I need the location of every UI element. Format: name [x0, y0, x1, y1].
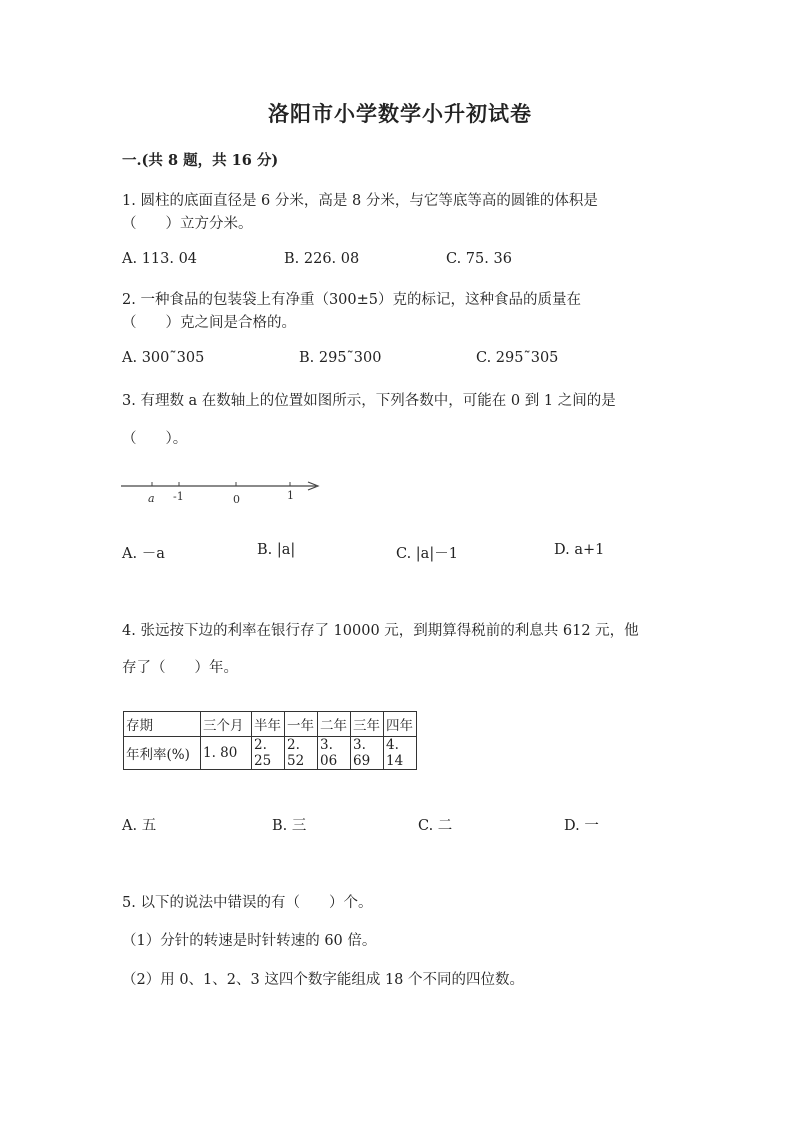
q3-option-a: A. －a — [122, 546, 165, 562]
q2-option-c: C. 295˜305 — [476, 350, 559, 366]
q2-text-line1: 2. 一种食品的包装袋上有净重（300±5）克的标记，这种食品的质量在 — [122, 292, 581, 308]
q3-option-c: C. |a|－1 — [396, 546, 458, 562]
table-cell: 半年 — [252, 712, 285, 737]
q3-text-line1: 3. 有理数 a 在数轴上的位置如图所示，下列各数中，可能在 0 到 1 之间的是 — [122, 393, 616, 409]
table-cell: 3. 06 — [318, 737, 351, 770]
table-cell: 二年 — [318, 712, 351, 737]
number-line-figure — [118, 474, 328, 508]
table-cell: 2. 52 — [285, 737, 318, 770]
table-row — [124, 737, 417, 770]
q5-statement-1: （1）分针的转速是时针转速的 60 倍。 — [122, 933, 377, 949]
label-one: 1 — [287, 489, 294, 502]
q2-option-b: B. 295˜300 — [299, 350, 382, 366]
page-title: 洛阳市小学数学小升初试卷 — [268, 101, 532, 126]
table-cell: 年利率(%) — [124, 737, 201, 770]
q1-text-line2: （ ）立方分米。 — [122, 216, 253, 232]
q4-option-d: D. 一 — [564, 818, 599, 834]
interest-rate-table — [123, 711, 417, 770]
q4-option-a: A. 五 — [122, 818, 157, 834]
table-cell: 存期 — [124, 712, 201, 737]
q2-option-a: A. 300˜305 — [122, 350, 205, 366]
q3-option-b: B. |a| — [257, 542, 296, 558]
q1-option-b: B. 226. 08 — [284, 251, 360, 267]
q3-option-d: D. a+1 — [554, 542, 605, 558]
table-cell: 四年 — [384, 712, 417, 737]
q4-option-b: B. 三 — [272, 818, 307, 834]
label-neg1: -1 — [173, 490, 184, 503]
q5-text-line1: 5. 以下的说法中错误的有（ ）个。 — [122, 895, 373, 911]
label-zero: 0 — [233, 493, 240, 506]
q3-text-line2: （ ）。 — [122, 431, 188, 447]
q1-option-a: A. 113. 04 — [122, 251, 198, 267]
table-cell: 三个月 — [201, 712, 252, 737]
q1-text-line1: 1. 圆柱的底面直径是 6 分米，高是 8 分米，与它等底等高的圆锥的体积是 — [122, 193, 598, 209]
q4-option-c: C. 二 — [418, 818, 453, 834]
q5-statement-2: （2）用 0、1、2、3 这四个数字能组成 18 个不同的四位数。 — [122, 972, 525, 988]
table-cell: 2. 25 — [252, 737, 285, 770]
table-row — [124, 712, 417, 737]
table-cell: 3. 69 — [351, 737, 384, 770]
section-heading: 一.(共 8 题，共 16 分) — [122, 152, 279, 169]
table-cell: 1. 80 — [201, 737, 252, 770]
q1-option-c: C. 75. 36 — [446, 251, 512, 267]
q2-text-line2: （ ）克之间是合格的。 — [122, 315, 296, 331]
table-cell: 一年 — [285, 712, 318, 737]
q4-text-line1: 4. 张远按下边的利率在银行存了 10000 元，到期算得税前的利息共 612 元，他 — [122, 623, 639, 639]
q4-text-line2: 存了（ ）年。 — [122, 660, 238, 676]
table-cell: 4. 14 — [384, 737, 417, 770]
label-a: a — [148, 492, 155, 505]
table-cell: 三年 — [351, 712, 384, 737]
